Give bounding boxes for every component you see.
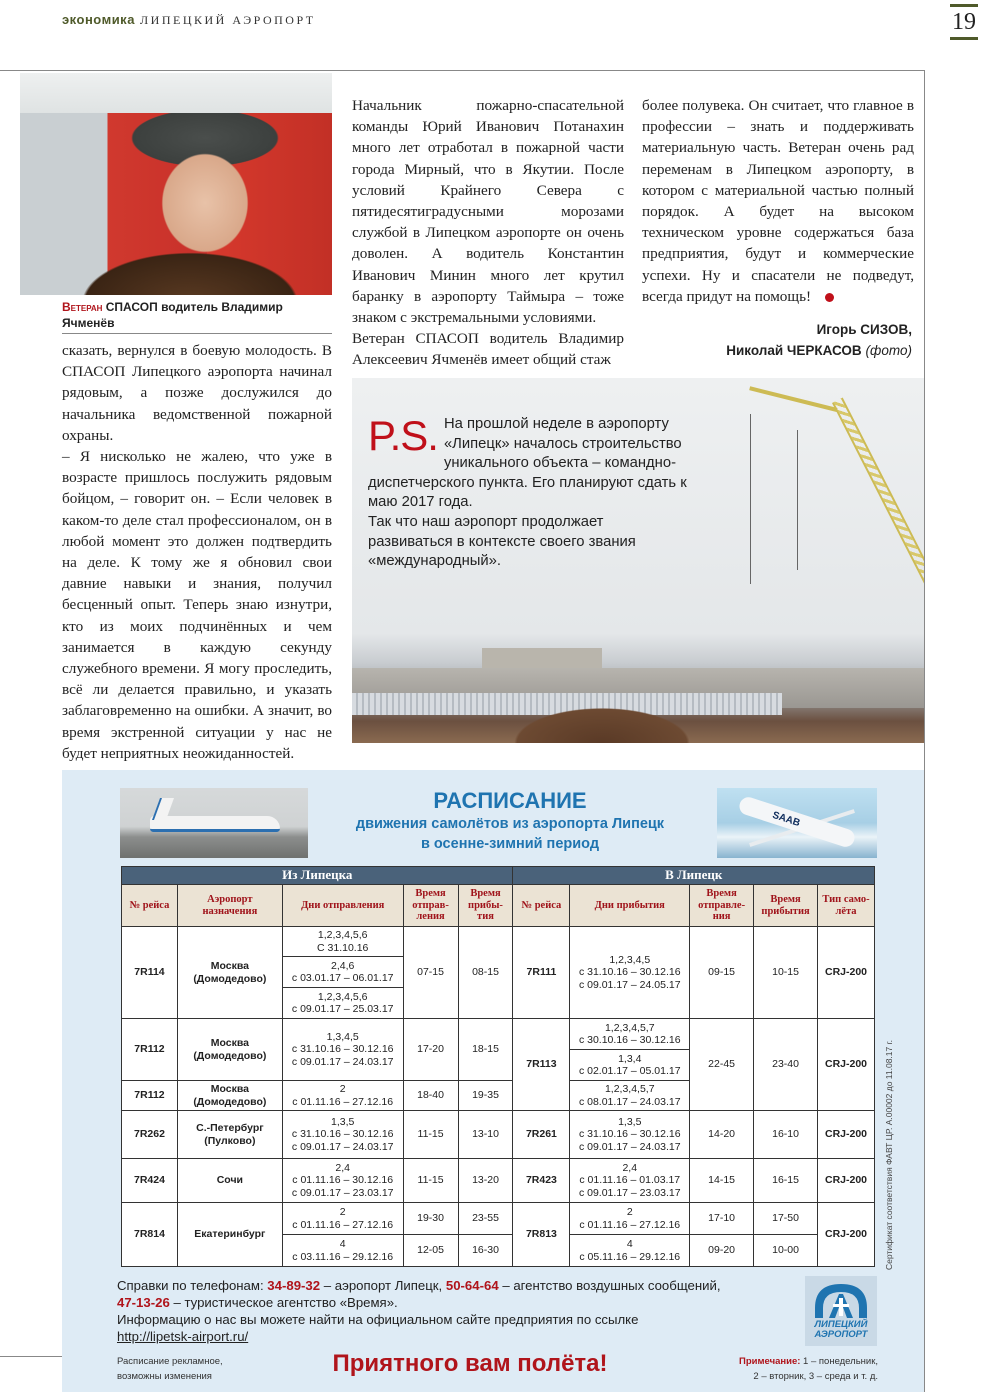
arrival-time: 08-15 — [458, 927, 513, 1019]
caption-lead: Ветеран — [62, 300, 103, 314]
days-cell: 1,3,5 с 31.10.16 – 30.12.16 с 09.01.17 – 24.03.17 — [282, 1111, 403, 1159]
article-column-1 — [62, 340, 332, 764]
arrival-time: 16-30 — [458, 1235, 513, 1267]
departure-time: 09-15 — [690, 927, 754, 1019]
departure-time: 22-45 — [690, 1019, 754, 1111]
ps-paragraph-1: На прошлой неделе в аэропорту «Липецк» началось строительство уникального объекта – командно-диспетчерского пункта. Его планируют сдать к маю 2017 года. — [368, 416, 687, 511]
flight-number: 7R113 — [513, 1019, 570, 1111]
top-divider — [0, 70, 925, 71]
flight-number: 7R111 — [513, 927, 570, 1019]
aircraft-type: CRJ-200 — [818, 1019, 875, 1111]
destination: Москва (Домодедово) — [177, 1019, 282, 1081]
arrival-time: 16-15 — [754, 1159, 818, 1203]
byline — [640, 319, 912, 361]
days-cell: 4 с 03.11.16 – 29.12.16 — [282, 1235, 403, 1267]
table-row — [122, 1019, 875, 1050]
airport-logo-icon — [811, 1280, 871, 1320]
bottom-divider — [0, 1356, 62, 1357]
subsection-name: ЛИПЕЦКИЙ АЭРОПОРТ — [140, 13, 316, 27]
departure-time: 12-05 — [403, 1235, 458, 1267]
days-cell: 1,2,3,4,5,7 с 08.01.17 – 24.03.17 — [570, 1081, 690, 1111]
col-header: № рейса — [513, 885, 570, 927]
arrival-time: 13-20 — [458, 1159, 513, 1203]
article-column-2 — [352, 95, 624, 371]
ps-mark: P.S. — [368, 412, 438, 459]
crane-cable — [750, 414, 751, 584]
certificate-note: Сертификат соответствия ФАВТ ЦР. А.00002 до 11.08.17 г. — [884, 1039, 894, 1270]
arrival-time: 17-50 — [754, 1203, 818, 1235]
photographer: Николай ЧЕРКАСОВ — [726, 343, 862, 358]
departure-time: 14-20 — [690, 1111, 754, 1159]
destination: Москва (Домодедово) — [177, 1081, 282, 1111]
days-cell: 2,4,6 с 03.01.17 – 06.01.17 — [282, 957, 403, 988]
departure-time: 11-15 — [403, 1159, 458, 1203]
days-cell: 2 с 01.11.16 – 27.12.16 — [282, 1203, 403, 1235]
logo-text-2: АЭРОПОРТ — [814, 1329, 868, 1340]
departure-time: 19-30 — [403, 1203, 458, 1235]
arrival-time: 10-00 — [754, 1235, 818, 1267]
departure-time: 18-40 — [403, 1081, 458, 1111]
aircraft-type: CRJ-200 — [818, 927, 875, 1019]
yak40-plane-photo — [120, 788, 308, 858]
flight-number: 7R814 — [122, 1203, 178, 1267]
col-header: Тип само-лёта — [818, 885, 875, 927]
destination: С.-Петербург (Пулково) — [177, 1111, 282, 1159]
flight-number: 7R261 — [513, 1111, 570, 1159]
table-row — [122, 927, 875, 957]
departure-time: 11-15 — [403, 1111, 458, 1159]
col-header: Дни отправления — [282, 885, 403, 927]
table-row — [122, 1203, 875, 1235]
end-mark-icon — [825, 293, 834, 302]
ps-paragraph-2: Так что наш аэропорт продолжает развиваться в контексте своего звания «международный». — [368, 513, 636, 570]
aircraft-type: CRJ-200 — [818, 1159, 875, 1203]
schedule-subtitle-1: движения самолётов из аэропорта Липецк — [355, 816, 665, 832]
table-row — [122, 1159, 875, 1203]
col-header: Дни прибытия — [570, 885, 690, 927]
departure-time: 07-15 — [403, 927, 458, 1019]
departure-time: 14-15 — [690, 1159, 754, 1203]
photographer-line — [640, 340, 912, 361]
flight-number: 7R112 — [122, 1019, 178, 1081]
days-cell: 1,2,3,4,5,6 С 31.10.16 — [282, 927, 403, 957]
section-header — [62, 12, 316, 28]
schedule-heading: РАСПИСАНИЕ — [433, 788, 587, 813]
days-cell: 2 с 01.11.16 – 27.12.16 — [570, 1203, 690, 1235]
paragraph: сказать, вернулся в боевую молодость. В СПАСОП Липецкого аэропорта начинал рядовым, а позже дослужился до начальника ведомственной пожарной охраны. — [62, 342, 332, 444]
phone-airport: 34-89-32 — [267, 1278, 321, 1293]
schedule-subtitle-2: в осенне-зимний период — [420, 836, 600, 852]
table-row — [122, 1111, 875, 1159]
note: Примечание: 1 – понедельник, 2 – вторник, 3 – среда и т. д. — [739, 1356, 878, 1382]
crane-jib — [749, 386, 837, 412]
destination: Сочи — [177, 1159, 282, 1203]
photo-caption — [62, 299, 332, 334]
arrival-time: 10-15 — [754, 927, 818, 1019]
paragraph: Ветеран СПАСОП водитель Владимир Алексеевич Ячменёв имеет общий стаж — [352, 330, 624, 369]
days-cell: 1,3,4 с 02.01.17 – 05.01.17 — [570, 1050, 690, 1081]
flight-number: 7R262 — [122, 1111, 178, 1159]
paragraph: – Я нисколько не жалею, что уже в возрасте пришлось послужить рядовым бойцом, – говорит он. – Если человек в каком-то деле стал профессионалом, он в любой момент это должен подтвердить на деле. К тому же я обновил свои давние навыки и знания, получил бесценный опыт. Теперь знаю изнутри, кто из моих подчинённых и чем занимается в каждую секунду служебного времени. Я могу проследить, всё ли делается правильно, и указать заблаговременно на ошибки. А значит, во время экстренной ситуации у нас не будет неприятных неожиданностей. — [62, 448, 332, 762]
article-column-3 — [642, 95, 914, 307]
col-header: Время отправле-ния — [690, 885, 754, 927]
arrival-time: 18-15 — [458, 1019, 513, 1081]
disclaimer: Расписание рекламное, возможны изменения — [117, 1356, 223, 1382]
destination: Москва (Домодедово) — [177, 927, 282, 1019]
days-cell: 1,2,3,4,5 с 31.10.16 – 30.12.16 с 09.01.17 – 24.05.17 — [570, 927, 690, 1019]
page-number: 19 — [950, 4, 978, 40]
info-line: Информацию о нас вы можете найти на официальном сайте предприятия по ссылке — [117, 1312, 639, 1327]
website-link[interactable]: http://lipetsk-airport.ru/ — [117, 1329, 249, 1344]
departure-time: 17-20 — [403, 1019, 458, 1081]
phone-agency: 50-64-64 — [445, 1278, 499, 1293]
arrival-time: 23-55 — [458, 1203, 513, 1235]
arrival-time: 23-40 — [754, 1019, 818, 1111]
veteran-portrait-photo — [20, 73, 332, 295]
paragraph: более полувека. Он считает, что главное в профессии – знать и поддерживать материальную часть. Ветеран очень рад переменам в Липецком аэропорту, в котором с материальной частью полный порядок. А будет на высоком техническом уровне содержаться база предприятия, будут и коммерческие успехи. Ну и спасатели не подведут, всегда придут на помощь! — [642, 97, 914, 305]
crane-cable — [797, 430, 798, 570]
author: Игорь СИЗОВ, — [816, 322, 912, 337]
section-name: экономика — [62, 12, 135, 27]
col-header: Время прибы-тия — [458, 885, 513, 927]
arrival-time: 16-10 — [754, 1111, 818, 1159]
destination: Екатеринбург — [177, 1203, 282, 1267]
photo-note: (фото) — [865, 343, 912, 358]
saab-plane-photo: SAAB — [717, 788, 877, 858]
col-header: № рейса — [122, 885, 178, 927]
days-cell: 1,2,3,4,5,6 с 09.01.17 – 25.03.17 — [282, 988, 403, 1019]
days-cell: 4 с 05.11.16 – 29.12.16 — [570, 1235, 690, 1267]
flight-number: 7R423 — [513, 1159, 570, 1203]
days-cell: 1,2,3,4,5,7 с 30.10.16 – 30.12.16 — [570, 1019, 690, 1050]
note-label: Примечание: — [739, 1356, 801, 1367]
group-header-to: В Липецк — [513, 867, 875, 885]
col-header: Аэропорт назначения — [177, 885, 282, 927]
days-cell: 2,4 с 01.11.16 – 30.12.16 с 09.01.17 – 23.03.17 — [282, 1159, 403, 1203]
group-header-from: Из Липецка — [122, 867, 513, 885]
crane-mast — [832, 398, 924, 671]
phones-line-2: 47-13-26 – туристическое агентство «Время». — [117, 1295, 398, 1310]
flight-number: 7R114 — [122, 927, 178, 1019]
phone-travel: 47-13-26 — [117, 1295, 170, 1310]
days-cell: 1,3,5 с 31.10.16 – 30.12.16 с 09.01.17 – 24.03.17 — [570, 1111, 690, 1159]
flight-schedule-table — [121, 866, 875, 1267]
days-cell: 1,3,4,5 с 31.10.16 – 30.12.16 с 09.01.17 – 24.03.17 — [282, 1019, 403, 1081]
logo-text-1: ЛИПЕЦКИЙ — [814, 1319, 868, 1330]
days-cell: 2 с 01.11.16 – 27.12.16 — [282, 1081, 403, 1111]
aircraft-type: CRJ-200 — [818, 1203, 875, 1267]
phones-line: Справки по телефонам: 34-89-32 – аэропорт Липецк, 50-64-64 – агентство воздушных сообщений, — [117, 1278, 721, 1293]
days-cell: 2,4 с 01.11.16 – 01.03.17 с 09.01.17 – 23.03.17 — [570, 1159, 690, 1203]
contacts-block — [117, 1277, 797, 1345]
flight-number: 7R424 — [122, 1159, 178, 1203]
aircraft-type: CRJ-200 — [818, 1111, 875, 1159]
flight-number: 7R813 — [513, 1203, 570, 1267]
arrival-time: 19-35 — [458, 1081, 513, 1111]
slogan: Приятного вам полёта! — [332, 1350, 608, 1377]
right-divider — [924, 70, 925, 1392]
col-header: Время прибытия — [754, 885, 818, 927]
col-header: Время отправ-ления — [403, 885, 458, 927]
schedule-title — [330, 788, 690, 854]
caption-text: СПАСОП водитель Владимир Ячменёв — [62, 300, 283, 330]
flight-number: 7R112 — [122, 1081, 178, 1111]
departure-time: 17-10 — [690, 1203, 754, 1235]
departure-time: 09-20 — [690, 1235, 754, 1267]
lipetsk-airport-logo — [805, 1276, 877, 1346]
paragraph: Начальник пожарно-спасательной команды Юрий Иванович Потанахин много лет отработал в пожарной части города Мирный, что в Якутии. После условий Крайнего Севера с пятидесятиградусными морозами службой в Липецком аэропорте он очень доволен. А водитель Константин Иванович Минин много лет крутил баранку в аэропорту Таймыра – тоже знаком с экстремальными условиями. — [352, 97, 624, 327]
dirt-mound — [502, 703, 702, 743]
ps-block — [368, 412, 688, 572]
arrival-time: 13-10 — [458, 1111, 513, 1159]
